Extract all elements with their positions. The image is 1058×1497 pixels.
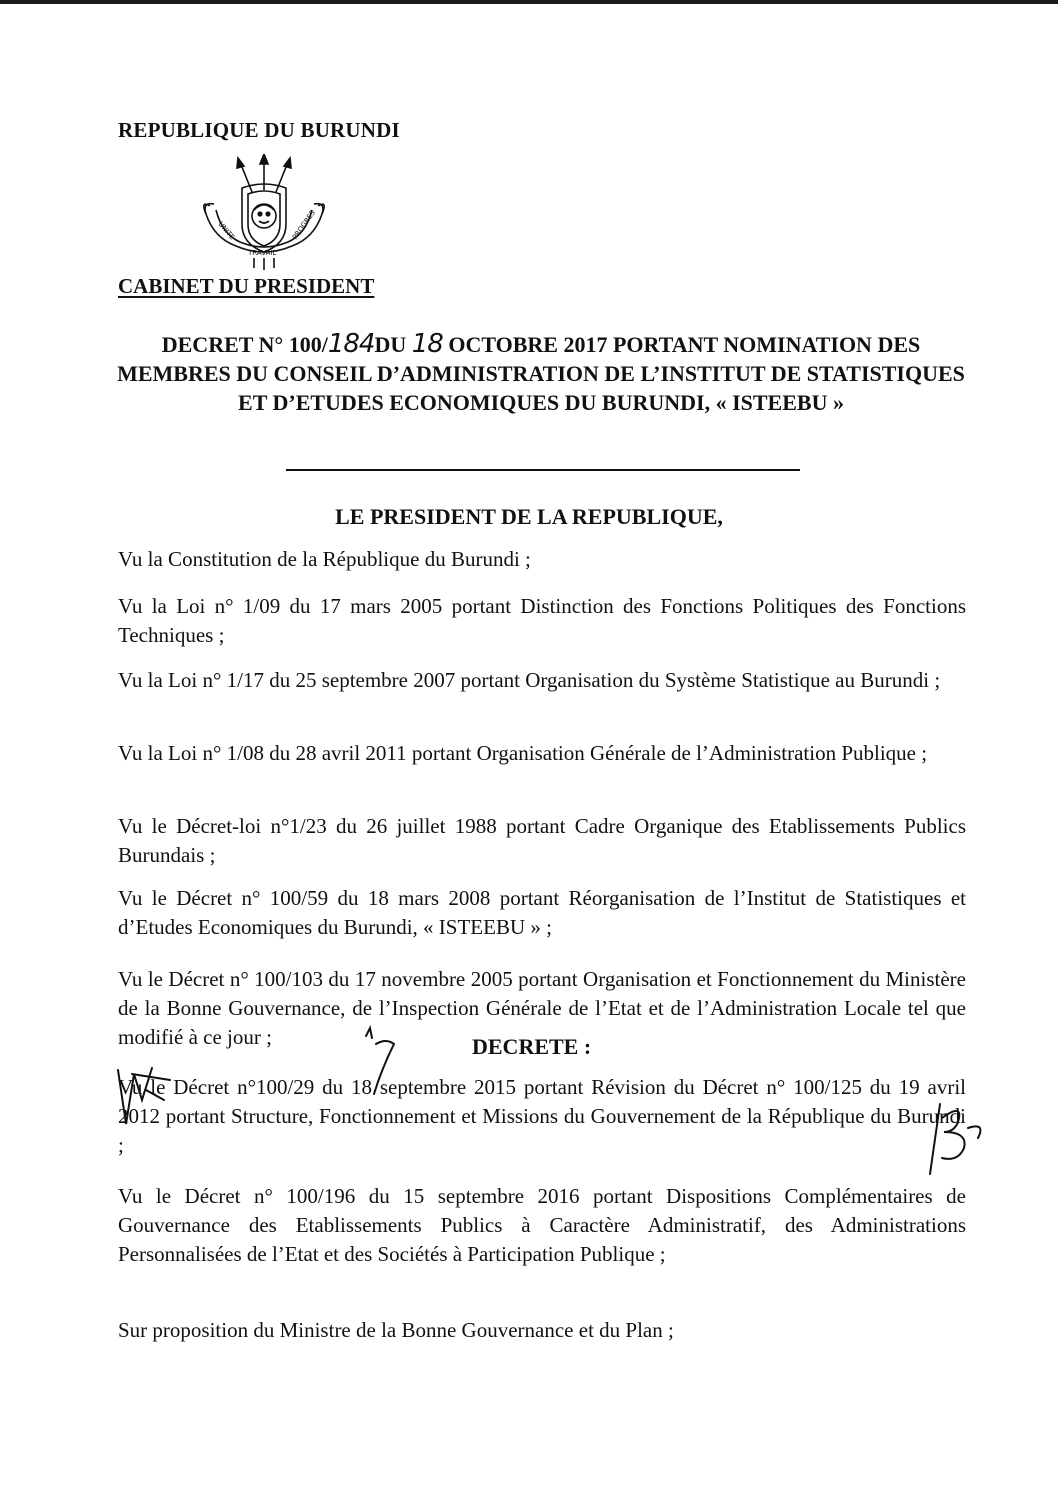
cabinet-title: CABINET DU PRESIDENT bbox=[118, 274, 375, 298]
initials-mark bbox=[112, 1060, 176, 1130]
whereas-paragraph: Vu le Décret n° 100/103 du 17 novembre 2005 portant Organisation et Fonctionnement du Ministère de la Bonne Gouvernance, de l’Inspection Générale de l’Etat et de l’Administration Locale tel que modifié à ce jour ; bbox=[118, 967, 966, 1049]
president-heading: LE PRESIDENT DE LA REPUBLIQUE, bbox=[335, 504, 723, 529]
whereas-paragraph: Vu le Décret-loi n°1/23 du 26 juillet 1988 portant Cadre Organique des Etablissements Publics Burundais ; bbox=[118, 814, 966, 867]
scan-edge bbox=[0, 0, 1058, 4]
title-divider bbox=[286, 469, 800, 471]
whereas-paragraph: Vu le Décret n° 100/196 du 15 septembre 2016 portant Dispositions Complémentaires de Gouvernance des Etablissements Publics à Caractère Administratif, des Administrations Personnalisées de l’Etat et des Sociétés à Participation Publique ; bbox=[118, 1184, 966, 1266]
whereas-paragraph: Vu la Constitution de la République du Burundi ; bbox=[118, 547, 531, 571]
svg-text:PROGRES: PROGRES bbox=[291, 208, 317, 242]
svg-text:TRAVAIL: TRAVAIL bbox=[248, 249, 277, 257]
whereas-paragraph: Vu la Loi n° 1/17 du 25 septembre 2007 portant Organisation du Système Statistique au Burundi ; bbox=[118, 668, 941, 692]
whereas-paragraph: Sur proposition du Ministre de la Bonne Gouvernance et du Plan ; bbox=[118, 1318, 674, 1342]
decree-title bbox=[110, 330, 972, 417]
republic-title: REPUBLIQUE DU BURUNDI bbox=[118, 118, 400, 142]
whereas-paragraph: Vu la Loi n° 1/09 du 17 mars 2005 portant Distinction des Fonctions Politiques des Fonctions Techniques ; bbox=[118, 594, 966, 647]
decree-title-part1: DECRET N° 100/ bbox=[161, 332, 328, 357]
svg-text:UNITE: UNITE bbox=[216, 220, 237, 242]
whereas-paragraph: Vu la Loi n° 1/08 du 28 avril 2011 portant Organisation Générale de l’Administration Publique ; bbox=[118, 741, 928, 765]
decree-title-part3: OCTOBRE 2017 PORTANT NOMINATION DES MEMBRES DU CONSEIL D’ADMINISTRATION DE L’INSTITUT DE STATISTIQUES ET D’ETUDES ECONOMIQUES DU BURUNDI, « ISTEEBU » bbox=[117, 332, 965, 415]
decree-title-part2: DU bbox=[374, 332, 412, 357]
initials-mark bbox=[924, 1098, 988, 1178]
whereas-paragraph: Vu le Décret n°100/29 du 18 septembre 2015 portant Révision du Décret n° 100/125 du 19 avril 2012 portant Structure, Fonctionnement et Missions du Gouvernement de la République du Burundi ; bbox=[118, 1075, 966, 1157]
decrete-heading: DECRETE : bbox=[472, 1034, 592, 1059]
initials-mark bbox=[360, 1018, 400, 1098]
whereas-paragraph: Vu le Décret n° 100/59 du 18 mars 2008 portant Réorganisation de l’Institut de Statistiques et d’Etudes Economiques du Burundi, « ISTEEBU » ; bbox=[118, 886, 966, 939]
handwritten-day: 18 bbox=[411, 329, 443, 359]
coat-of-arms-emblem bbox=[196, 154, 332, 272]
handwritten-decree-number: 184 bbox=[327, 329, 375, 359]
